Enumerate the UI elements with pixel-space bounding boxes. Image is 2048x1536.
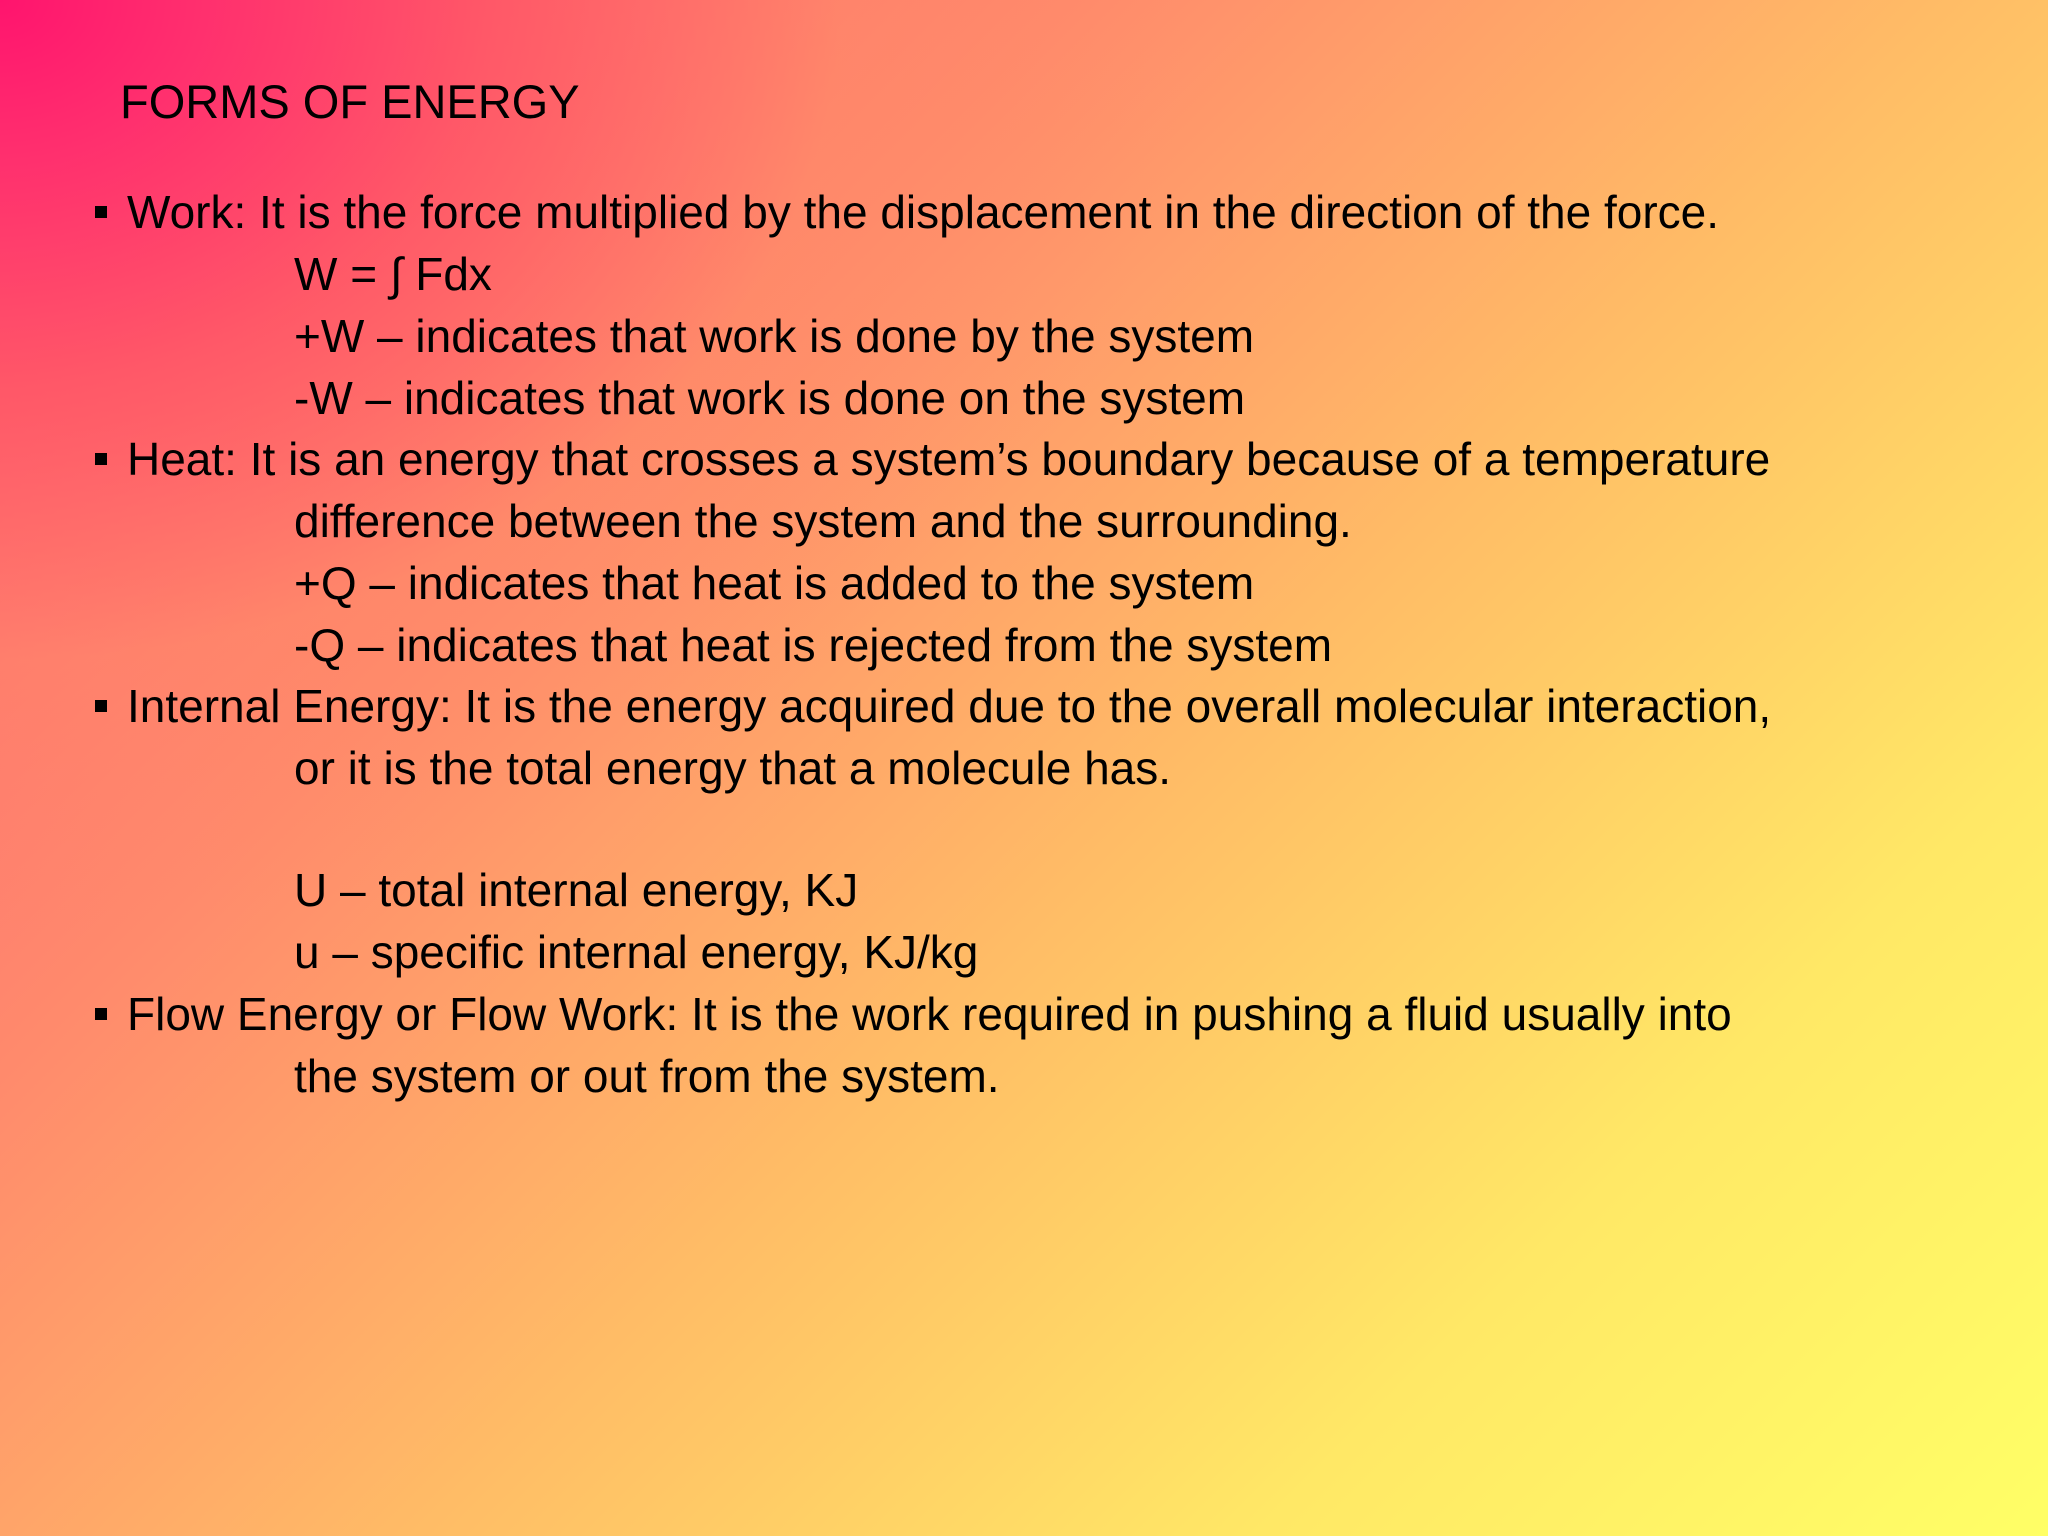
internal-energy-total-definition: U – total internal energy, KJ	[294, 864, 859, 916]
bullet-heat: Heat: It is an energy that crosses a system’s boundary because of a temperature	[127, 433, 1771, 485]
internal-energy-continuation: or it is the total energy that a molecule has.	[294, 742, 1172, 794]
heat-negative-note: -Q – indicates that heat is rejected from the system	[294, 619, 1333, 671]
work-formula: W = ∫ Fdx	[294, 248, 492, 300]
bullet-work: Work: It is the force multiplied by the displacement in the direction of the force.	[127, 186, 1720, 238]
bullet-square-icon	[95, 206, 107, 218]
work-positive-note: +W – indicates that work is done by the system	[294, 310, 1255, 362]
bullet-internal-energy: Internal Energy: It is the energy acquired due to the overall molecular interaction,	[127, 680, 1772, 732]
heat-continuation: difference between the system and the surrounding.	[294, 495, 1352, 547]
bullet-square-icon	[95, 453, 107, 465]
flow-energy-continuation: the system or out from the system.	[294, 1050, 1000, 1102]
bullet-flow-energy: Flow Energy or Flow Work: It is the work required in pushing a fluid usually into	[127, 988, 1732, 1040]
bullet-square-icon	[95, 1008, 107, 1020]
bullet-square-icon	[95, 700, 107, 712]
slide-title: FORMS OF ENERGY	[120, 75, 580, 128]
heat-positive-note: +Q – indicates that heat is added to the system	[294, 557, 1255, 609]
work-negative-note: -W – indicates that work is done on the system	[294, 372, 1246, 424]
internal-energy-specific-definition: u – specific internal energy, KJ/kg	[294, 926, 979, 978]
